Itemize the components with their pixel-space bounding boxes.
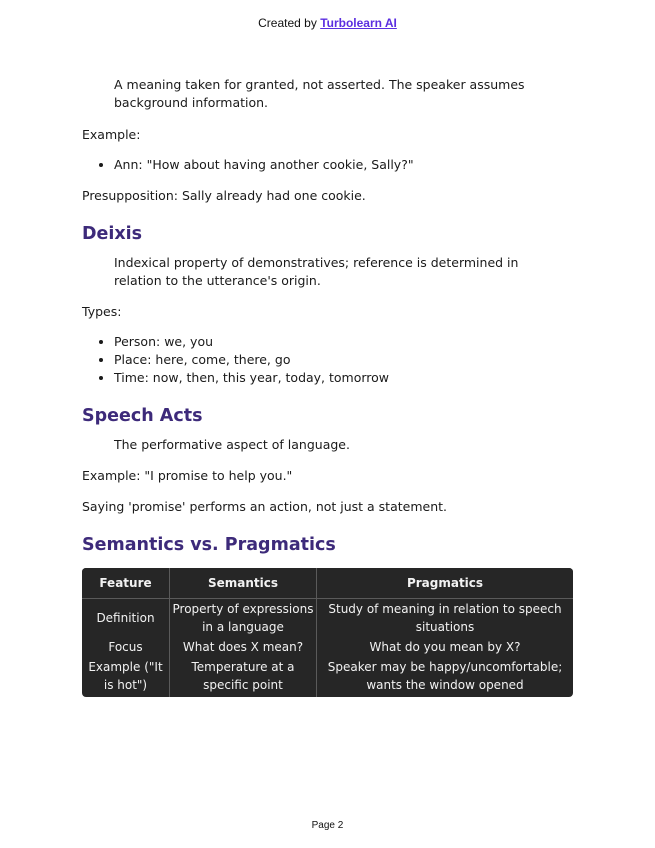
deixis-types-list <box>82 333 574 387</box>
turbolearn-link[interactable]: Turbolearn AI <box>320 16 397 30</box>
presupposition-note: Presupposition: Sally already had one cookie. <box>82 188 366 203</box>
document-content <box>82 76 574 697</box>
comparison-heading: Semantics vs. Pragmatics <box>82 535 336 555</box>
presupposition-definition: A meaning taken for granted, not asserted. The speaker assumes background information. <box>114 77 525 110</box>
table-cell: Temperature at a specific point <box>169 657 316 697</box>
comparison-table <box>82 568 573 697</box>
table-row <box>82 599 573 637</box>
speech-acts-definition: The performative aspect of language. <box>114 437 350 452</box>
page-footer: Page 2 <box>311 820 344 831</box>
types-label: Types: <box>82 304 122 319</box>
deixis-definition: Indexical property of demonstratives; reference is determined in relation to the utterance's origin. <box>114 255 519 288</box>
deixis-heading: Deixis <box>82 224 143 244</box>
column-header-feature: Feature <box>82 568 169 599</box>
page-header <box>0 16 655 30</box>
list-item: • Person: we, you <box>114 333 574 351</box>
speech-acts-example: Example: "I promise to help you." <box>82 468 293 483</box>
column-header-pragmatics: Pragmatics <box>316 568 573 599</box>
table-cell: Property of expressions in a language <box>169 599 316 637</box>
table-row <box>82 657 573 697</box>
column-header-semantics: Semantics <box>169 568 316 599</box>
table-cell: Definition <box>96 611 155 625</box>
table-cell: What do you mean by X? <box>316 637 573 657</box>
table-row <box>82 637 573 657</box>
speech-acts-heading: Speech Acts <box>82 406 203 426</box>
example-label: Example: <box>82 127 141 142</box>
list-item: • Time: now, then, this year, today, tomorrow <box>114 369 574 387</box>
speech-acts-note: Saying 'promise' performs an action, not just a statement. <box>82 499 448 514</box>
list-item: • Ann: "How about having another cookie, Sally?" <box>114 156 574 174</box>
table-cell: Study of meaning in relation to speech situations <box>316 599 573 637</box>
presupposition-example-list <box>82 156 574 174</box>
table-header-row <box>82 568 573 599</box>
table-cell: What does X mean? <box>169 637 316 657</box>
table-cell: Focus <box>108 640 143 654</box>
header-prefix: Created by <box>258 16 321 30</box>
table-cell: Speaker may be happy/uncomfortable; wants the window opened <box>316 657 573 697</box>
list-item: • Place: here, come, there, go <box>114 351 574 369</box>
table-cell: Example ("It is hot") <box>88 660 163 692</box>
